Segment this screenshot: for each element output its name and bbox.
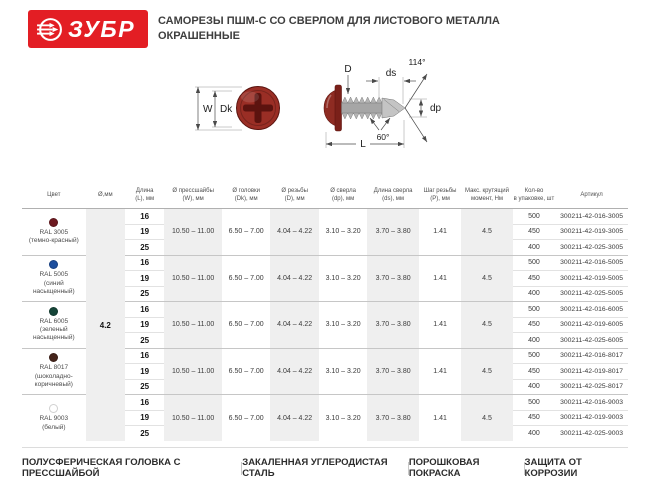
col-header-drill: Ø сверла (dp), мм: [319, 182, 367, 209]
thread-diameter-cell: 4.04 – 4.22: [270, 255, 318, 302]
sku-cell: 300211-42-019-6005: [555, 317, 628, 333]
head-diameter-cell: 6.50 – 7.00: [222, 302, 270, 349]
ral-code: RAL 5005: [39, 271, 69, 279]
ral-code: RAL 9003: [39, 415, 69, 423]
screw-shaft: [342, 103, 383, 114]
col-header-drill-length: Длина сверла (ds), мм: [367, 182, 419, 209]
drill-diameter-cell: 3.10 – 3.20: [319, 348, 367, 395]
thread-diameter-cell: 4.04 – 4.22: [270, 302, 318, 349]
press-washer-cell: 10.50 – 11.00: [164, 209, 222, 256]
page-title-line2: ОКРАШЕННЫЕ: [158, 30, 240, 42]
sku-cell: 300211-42-016-6005: [555, 302, 628, 318]
screw-dimension-diagram: [170, 50, 480, 182]
benefit-item: ПОЛУСФЕРИЧЕСКАЯ ГОЛОВКА С ПРЕССШАЙБОЙ: [22, 457, 181, 479]
dim-label-thread-angle: 60°: [376, 132, 390, 142]
thread-pitch-cell: 1.41: [419, 302, 461, 349]
qty-cell: 450: [513, 317, 555, 333]
ral-color-name: (темно-красный): [28, 237, 79, 245]
torque-cell: 4.5: [461, 302, 513, 349]
spec-table: [22, 182, 628, 441]
col-header-diameter: Ø,мм: [86, 182, 125, 209]
drill-length-cell: 3.70 – 3.80: [367, 255, 419, 302]
ral-code: RAL 8017: [39, 364, 69, 372]
col-header-qty: Кол-во в упаковке, шт: [513, 182, 555, 209]
dim-label-d: D: [344, 64, 352, 75]
ral-code: RAL 3005: [39, 228, 69, 236]
qty-cell: 400: [528, 383, 540, 391]
length-cell: 19: [125, 410, 164, 426]
press-washer-cell: 10.50 – 11.00: [164, 348, 222, 395]
length-cell: 19: [125, 317, 164, 333]
length-cell: 19: [125, 224, 164, 240]
page-header: [0, 0, 650, 48]
color-cell: [22, 395, 86, 442]
qty-cell: 500: [513, 255, 555, 271]
press-washer-cell: 10.50 – 11.00: [164, 302, 222, 349]
length-cell: 25: [140, 335, 150, 345]
sku-cell: 300211-42-025-3005: [560, 243, 624, 251]
length-cell: 25: [140, 382, 150, 392]
col-header-sku: Артикул: [555, 182, 628, 209]
drill-length-cell: 3.70 – 3.80: [367, 302, 419, 349]
col-header-pitch: Шаг резьбы (P), мм: [419, 182, 461, 209]
drill-length-cell: 3.70 – 3.80: [367, 348, 419, 395]
screw-thread: [342, 97, 382, 103]
thread-diameter-cell: 4.04 – 4.22: [270, 348, 318, 395]
dim-label-w: W: [203, 104, 213, 115]
length-cell: 16: [125, 302, 164, 318]
sku-cell: 300211-42-019-5005: [555, 271, 628, 287]
col-header-color: Цвет: [22, 182, 86, 209]
sku-cell: 300211-42-016-8017: [555, 348, 628, 364]
thread-pitch-cell: 1.41: [419, 255, 461, 302]
page-title-line1: САМОРЕЗЫ ПШМ-С СО СВЕРЛОМ ДЛЯ ЛИСТОВОГО МЕТАЛЛА: [158, 14, 500, 27]
sku-cell: 300211-42-025-5005: [560, 290, 624, 298]
drill-diameter-cell: 3.10 – 3.20: [319, 302, 367, 349]
sku-cell: 300211-42-019-9003: [555, 410, 628, 426]
head-diameter-cell: 6.50 – 7.00: [228, 228, 264, 236]
sku-cell: 300211-42-019-3005: [555, 224, 628, 240]
color-cell: [22, 255, 86, 302]
qty-cell: 400: [528, 430, 540, 437]
col-header-length: Длина (L), мм: [125, 182, 164, 209]
table-header: [22, 182, 628, 209]
color-cell: [22, 348, 86, 395]
sku-cell: 300211-42-016-9003: [555, 395, 628, 411]
benefit-item: ЗАЩИТА ОТ КОРРОЗИИ: [524, 457, 582, 479]
length-cell: 19: [125, 364, 164, 380]
press-washer-cell: 10.50 – 11.00: [164, 255, 222, 302]
qty-cell: 450: [513, 410, 555, 426]
thread-pitch-cell: 1.41: [433, 228, 447, 236]
torque-cell: 4.5: [461, 255, 513, 302]
technical-drawing: [0, 50, 650, 182]
qty-cell: 500: [513, 395, 555, 411]
qty-cell: 400: [528, 243, 540, 251]
thread-pitch-cell: 1.41: [419, 395, 461, 442]
col-header-thread: Ø резьбы (D), мм: [270, 182, 318, 209]
qty-cell: 450: [513, 271, 555, 287]
length-cell: 16: [125, 209, 164, 225]
qty-cell: 450: [513, 364, 555, 380]
length-cell: 19: [125, 271, 164, 287]
ral-color-name: (синий насыщенный): [32, 279, 75, 295]
sku-cell: 300211-42-016-3005: [555, 209, 628, 225]
head-diameter-cell: 6.50 – 7.00: [222, 348, 270, 395]
ral-color-name: (зеленый насыщенный): [32, 326, 75, 342]
ral-color-name: (шоколадно-коричневый): [34, 372, 73, 388]
col-header-head: Ø головки (Dk), мм: [222, 182, 270, 209]
zubr-logo-text: ЗУБР: [67, 15, 136, 42]
dim-label-l: L: [360, 139, 366, 150]
ral-color-dot: [49, 404, 58, 413]
ral-color-dot: [49, 218, 58, 227]
drill-point: [382, 98, 405, 118]
thread-diameter-cell: 4.04 – 4.22: [270, 209, 318, 256]
length-cell: 25: [140, 289, 150, 299]
sku-cell: 300211-42-025-9003: [560, 430, 624, 437]
qty-cell: 500: [513, 348, 555, 364]
ral-color-name: (белый): [42, 423, 66, 431]
ral-color-dot: [49, 307, 58, 316]
qty-cell: 500: [513, 302, 555, 318]
qty-cell: 400: [528, 336, 540, 344]
drill-diameter-cell: 3.10 – 3.20: [319, 255, 367, 302]
zubr-logo-icon: [36, 16, 63, 43]
thread-pitch-cell: 1.41: [419, 348, 461, 395]
color-cell: [22, 302, 86, 349]
sku-cell: 300211-42-019-8017: [555, 364, 628, 380]
benefit-item: ЗАКАЛЕННАЯ УГЛЕРОДИСТАЯ СТАЛЬ: [242, 457, 388, 479]
spec-table-wrap: [0, 182, 650, 441]
sku-cell: 300211-42-025-6005: [560, 336, 624, 344]
press-washer-cell: 10.50 – 11.00: [164, 395, 222, 442]
ral-color-dot: [49, 353, 58, 362]
drill-length-cell: 3.70 – 3.80: [367, 395, 419, 442]
length-cell: 16: [125, 395, 164, 411]
color-cell: [22, 209, 86, 256]
qty-cell: 400: [528, 290, 540, 298]
col-header-torque: Макс. крутящий момент, Нм: [461, 182, 513, 209]
torque-cell: 4.5: [461, 209, 513, 256]
sku-cell: 300211-42-025-8017: [560, 383, 624, 391]
footer-benefits: [22, 447, 628, 479]
drill-length-cell: 3.70 – 3.80: [367, 209, 419, 256]
dim-label-dk: Dk: [220, 104, 233, 115]
length-cell: 25: [140, 242, 150, 252]
table-row: [22, 209, 628, 225]
dim-label-tip-angle: 114°: [408, 57, 426, 67]
zubr-logo: [28, 10, 148, 48]
ral-code: RAL 6005: [39, 317, 69, 325]
dim-label-ds: ds: [385, 68, 397, 79]
diameter-cell: 4.2: [86, 209, 125, 442]
drill-diameter-cell: 3.10 – 3.20: [325, 228, 361, 236]
head-diameter-cell: 6.50 – 7.00: [222, 255, 270, 302]
qty-cell: 500: [513, 209, 555, 225]
sku-cell: 300211-42-016-5005: [555, 255, 628, 271]
torque-cell: 4.5: [461, 348, 513, 395]
dim-label-dp: dp: [430, 103, 442, 114]
thread-diameter-cell: 4.04 – 4.22: [270, 395, 318, 442]
page-title: [158, 14, 500, 45]
length-cell: 16: [125, 255, 164, 271]
drill-diameter-cell: 3.10 – 3.20: [319, 395, 367, 442]
length-cell: 25: [140, 429, 150, 438]
length-cell: 16: [125, 348, 164, 364]
torque-cell: 4.5: [461, 395, 513, 442]
benefit-item: ПОРОШКОВАЯ ПОКРАСКА: [408, 457, 480, 479]
col-header-press-washer: Ø прессшайбы (W), мм: [164, 182, 222, 209]
head-diameter-cell: 6.50 – 7.00: [222, 395, 270, 442]
ral-color-dot: [49, 260, 58, 269]
qty-cell: 450: [513, 224, 555, 240]
